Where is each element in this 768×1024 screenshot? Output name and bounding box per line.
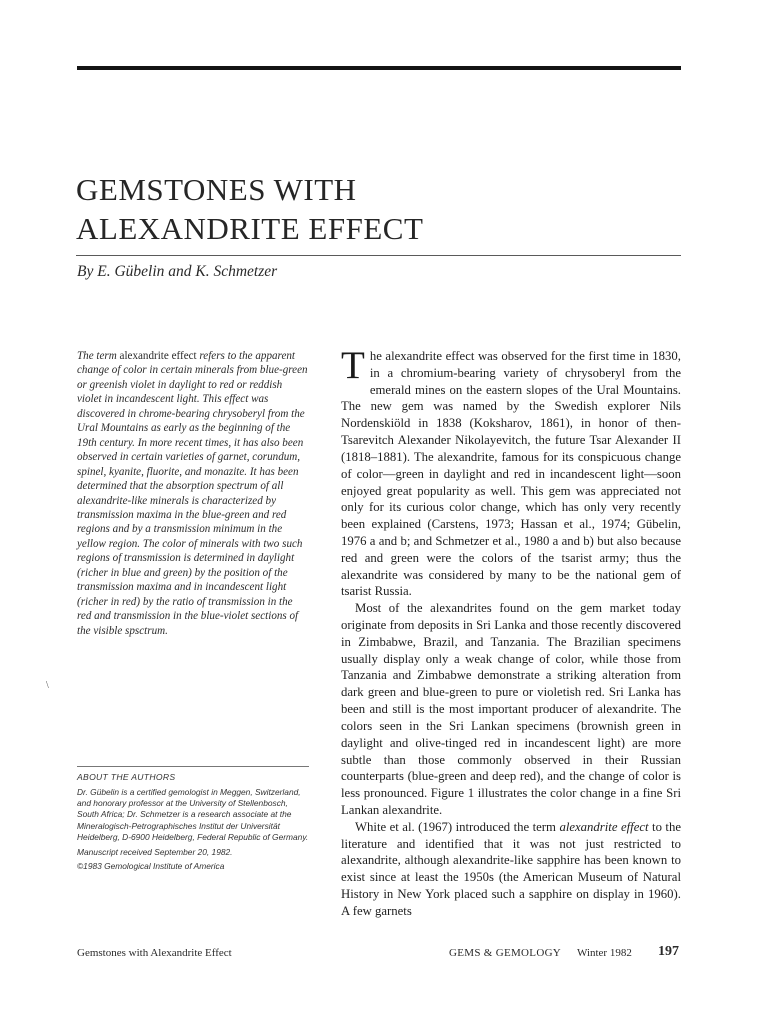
abstract bbox=[77, 349, 309, 638]
article-title-line-2: ALEXANDRITE EFFECT bbox=[76, 211, 424, 246]
body-paragraph-3 bbox=[341, 819, 681, 920]
body-paragraph-2: Most of the alexandrites found on the gem market today originate from deposits in Sri Lanka and those recently discovered in Zimbabwe, Brazil, and Tanzania. The Brazilian specimens usually display only a weak change of color, while those from Tanzania and Zimbabwe demonstrate a striking alteration from dark green and blue-green to pure or violetish red. Sri Lanka has been and still is the most important producer of alexandrite. The colors seen in the Sri Lankan specimens (brownish green in daylight and olive-tinged red in incandescent light) are more subtle than those commonly observed in their Russian counterparts (blue-green and deep red), and the change of color is less pronounced. Figure 1 illustrates the color change in a fine Sri Lankan alexandrite. bbox=[341, 601, 681, 817]
body-paragraph-3-part-1: White et al. (1967) introduced the term bbox=[355, 819, 560, 834]
page-number: 197 bbox=[658, 944, 679, 959]
abstract-part-1: The term bbox=[77, 350, 120, 362]
body-paragraph-3-term: alexandrite effect bbox=[559, 819, 649, 834]
about-authors-rule bbox=[77, 766, 309, 767]
abstract-part-2: refers to the apparent change of color in certain minerals from blue-green or greenish violet in daylight to red or reddish violet in incandescent light. This effect was discovered in chrome-bearing chrysoberyl from the Ural Mountains as early as the beginning of the 19th century. In more recent times, it has also been observed in certain varieties of garnet, corundum, spinel, kyanite, fluorite, and monazite. It has been determined that the absorption spectrum of all alexandrite-like minerals is characterized by transmission maxima in the blue-green and red regions and by a transmission minimum in the yellow region. The color of minerals with two such regions of transmission is determined in daylight (richer in blue and green) by the position of the transmission maxima and in incandescent light (richer in red) by the ratio of transmission in the red and transmission in the blue-violet sections of the visible spsctrum. bbox=[77, 350, 308, 637]
drop-cap: T bbox=[341, 344, 365, 387]
article-title bbox=[76, 170, 686, 248]
about-authors-body: Dr. Gübelin is a certified gemologist in Meggen, Switzerland, and honorary professor at the University of Stellenbosch, South Africa; Dr. Schmetzer is a research associate at the Mineralogisch-Petrographisches Institut der Universität Heidelberg, D-6900 Heidelberg, Federal Republic of Germany. bbox=[77, 787, 309, 842]
abstract-term: alexandrite effect bbox=[119, 350, 197, 362]
body-text bbox=[341, 344, 681, 920]
journal-name: GEMS & GEMOLOGY bbox=[449, 947, 562, 959]
margin-mark: \ bbox=[46, 680, 49, 691]
journal-issue: Winter 1982 bbox=[577, 947, 632, 959]
body-paragraph-3-part-2: to the literature and identified that it was not just restricted to alexandrite, although alexandrite-like sapphire has been known to exist since at least the 1950s (the American Museum of Natural History in New York placed such a sapphire on display in 1960). A few garnets bbox=[341, 819, 681, 918]
about-authors bbox=[77, 771, 309, 872]
manuscript-received: Manuscript received September 20, 1982. bbox=[77, 847, 233, 858]
body-paragraph-1 bbox=[341, 344, 681, 600]
running-title: Gemstones with Alexandrite Effect bbox=[77, 947, 232, 959]
article-title-line-1: GEMSTONES WITH bbox=[76, 172, 357, 207]
copyright-notice: ©1983 Gemological Institute of America bbox=[77, 861, 225, 872]
author-byline: By E. Gübelin and K. Schmetzer bbox=[77, 263, 278, 280]
about-authors-heading: ABOUT THE AUTHORS bbox=[77, 772, 176, 782]
title-rule bbox=[76, 255, 681, 256]
top-rule bbox=[77, 66, 681, 70]
page-footer bbox=[77, 944, 681, 964]
body-paragraph-1-text: he alexandrite effect was observed for the first time in 1830, in a chromium-bearing variety of chrysoberyl from the emerald mines on the eastern slopes of the Ural Mountains. The new gem was named by the Swedish explorer Nils Nordenskiöld in 1838 (Koksharov, 1861), in honor of then-Tsarevitch Alexander Nikolayevitch, the future Tsar Alexander II (1818–1881). The alexandrite, famous for its conspicuous change of color—green in daylight and red in incandescent light—soon enjoyed great popularity as well. This gem was appreciated not only for its curious color change, which has only very recently been explained (Carstens, 1973; Hassan et al., 1974; Gübelin, 1976 a and b; and Schmetzer et al., 1980 a and b) but also because red and green were the colors of the tsarist army; thus the alexandrite was considered by many to be the national gem of tsarist Russia. bbox=[341, 349, 681, 599]
